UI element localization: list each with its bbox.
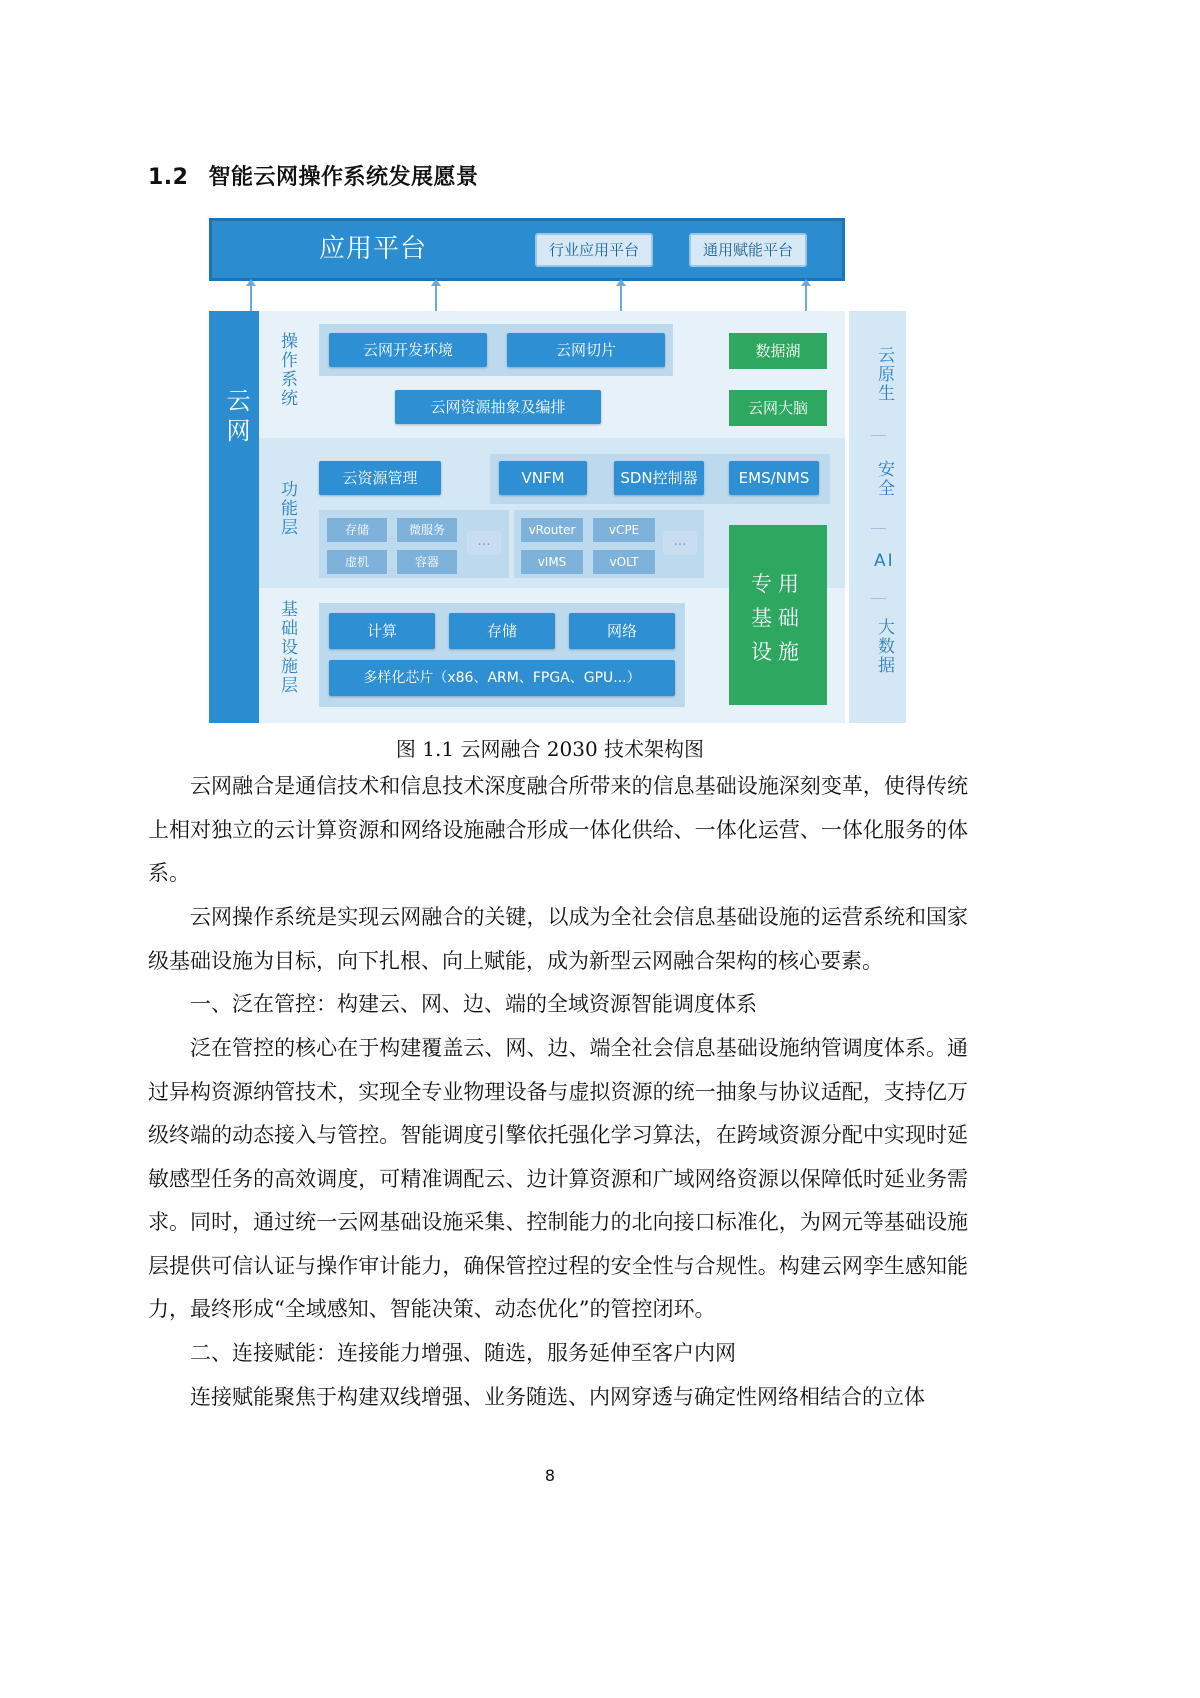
container-chip: 容器: [397, 550, 457, 574]
subheading-1: 一、泛在管控：构建云、网、边、端的全域资源智能调度体系: [190, 992, 757, 1016]
industry-platform-box: 行业应用平台: [535, 233, 653, 267]
volt-chip: vOLT: [593, 550, 655, 574]
cloud-mgmt-box: 云资源管理: [319, 461, 441, 495]
paragraph-4: 连接赋能聚焦于构建双线增强、业务随选、内网穿透与确定性网络相结合的立体: [190, 1385, 925, 1409]
arrow-up-icon: [250, 283, 252, 311]
dedicated-infra-label: 专用基础设施: [751, 572, 805, 664]
cloud-network-label: 云网: [222, 388, 250, 448]
arrow-up-icon: [620, 283, 622, 311]
storage-chip: 存储: [327, 518, 387, 542]
ellipsis-chip: ...: [467, 531, 501, 555]
ai-label: AI: [874, 551, 895, 571]
ems-nms-box: EMS/NMS: [729, 461, 819, 495]
dev-env-box: 云网开发环境: [329, 333, 487, 367]
compute-box: 计算: [329, 613, 435, 649]
vnfm-box: VNFM: [499, 461, 587, 495]
os-layer-label: 操作系统: [277, 332, 297, 408]
arrow-up-icon: [435, 283, 437, 311]
architecture-figure: [209, 218, 906, 723]
chips-box: 多样化芯片（x86、ARM、FPGA、GPU...）: [329, 660, 675, 696]
vm-chip: 虚机: [327, 550, 387, 574]
section-heading: [148, 160, 479, 191]
network-box: 网络: [569, 613, 675, 649]
sdn-controller-box: SDN控制器: [614, 461, 704, 495]
page-number: 8: [544, 1466, 556, 1485]
ellipsis-chip: ...: [663, 531, 697, 555]
arrow-up-icon: [805, 283, 807, 311]
data-lake-box: 数据湖: [729, 333, 827, 369]
paragraph-1: 云网融合是通信技术和信息技术深度融合所带来的信息基础设施深刻变革，使得传统上相对独立的云计算资源和网络设施融合形成一体化供给、一体化运营、一体化服务的体系。: [148, 774, 968, 885]
function-layer-label: 功能层: [277, 480, 297, 537]
abstraction-box: 云网资源抽象及编排: [395, 390, 601, 424]
platform-title: 应用平台: [319, 234, 428, 264]
side-divider: [871, 598, 886, 599]
storage-box: 存储: [449, 613, 555, 649]
cloud-network-bar: [209, 311, 259, 723]
microservice-chip: 微服务: [397, 518, 457, 542]
section-number: 1.2: [148, 165, 189, 190]
general-platform-box: 通用赋能平台: [689, 233, 807, 267]
vims-chip: vIMS: [521, 550, 583, 574]
security-label: 安全: [874, 460, 894, 498]
vcpe-chip: vCPE: [593, 518, 655, 542]
infra-layer-label: 基础设施层: [277, 600, 297, 695]
dedicated-infra-box: [729, 525, 827, 705]
slicing-box: 云网切片: [507, 333, 665, 367]
figure-caption: 图 1.1 云网融合 2030 技术架构图: [395, 737, 705, 761]
subheading-2: 二、连接赋能：连接能力增强、随选，服务延伸至客户内网: [190, 1341, 736, 1365]
side-divider: [871, 435, 886, 436]
section-title: 智能云网操作系统发展愿景: [208, 165, 479, 190]
cloud-native-label: 云原生: [874, 346, 894, 403]
vrouter-chip: vRouter: [521, 518, 583, 542]
brain-box: 云网大脑: [729, 390, 827, 426]
side-divider: [871, 528, 886, 529]
paragraph-3: 泛在管控的核心在于构建覆盖云、网、边、端全社会信息基础设施纳管调度体系。通过异构资源纳管技术，实现全专业物理设备与虚拟资源的统一抽象与协议适配，支持亿万级终端的动态接入与管控。智能调度引擎依托强化学习算法，在跨域资源分配中实现时延敏感型任务的高效调度，可精准调配云、边计算资源和广域网络资源以保障低时延业务需求。同时，通过统一云网基础设施采集、控制能力的北向接口标准化，为网元等基础设施层提供可信认证与操作审计能力，确保管控过程的安全性与合规性。构建云网孪生感知能力，最终形成“全域感知、智能决策、动态优化”的管控闭环。: [148, 1036, 968, 1321]
big-data-label: 大数据: [874, 618, 894, 675]
paragraph-2: 云网操作系统是实现云网融合的关键，以成为全社会信息基础设施的运营系统和国家级基础设施为目标，向下扎根、向上赋能，成为新型云网融合架构的核心要素。: [148, 905, 968, 973]
